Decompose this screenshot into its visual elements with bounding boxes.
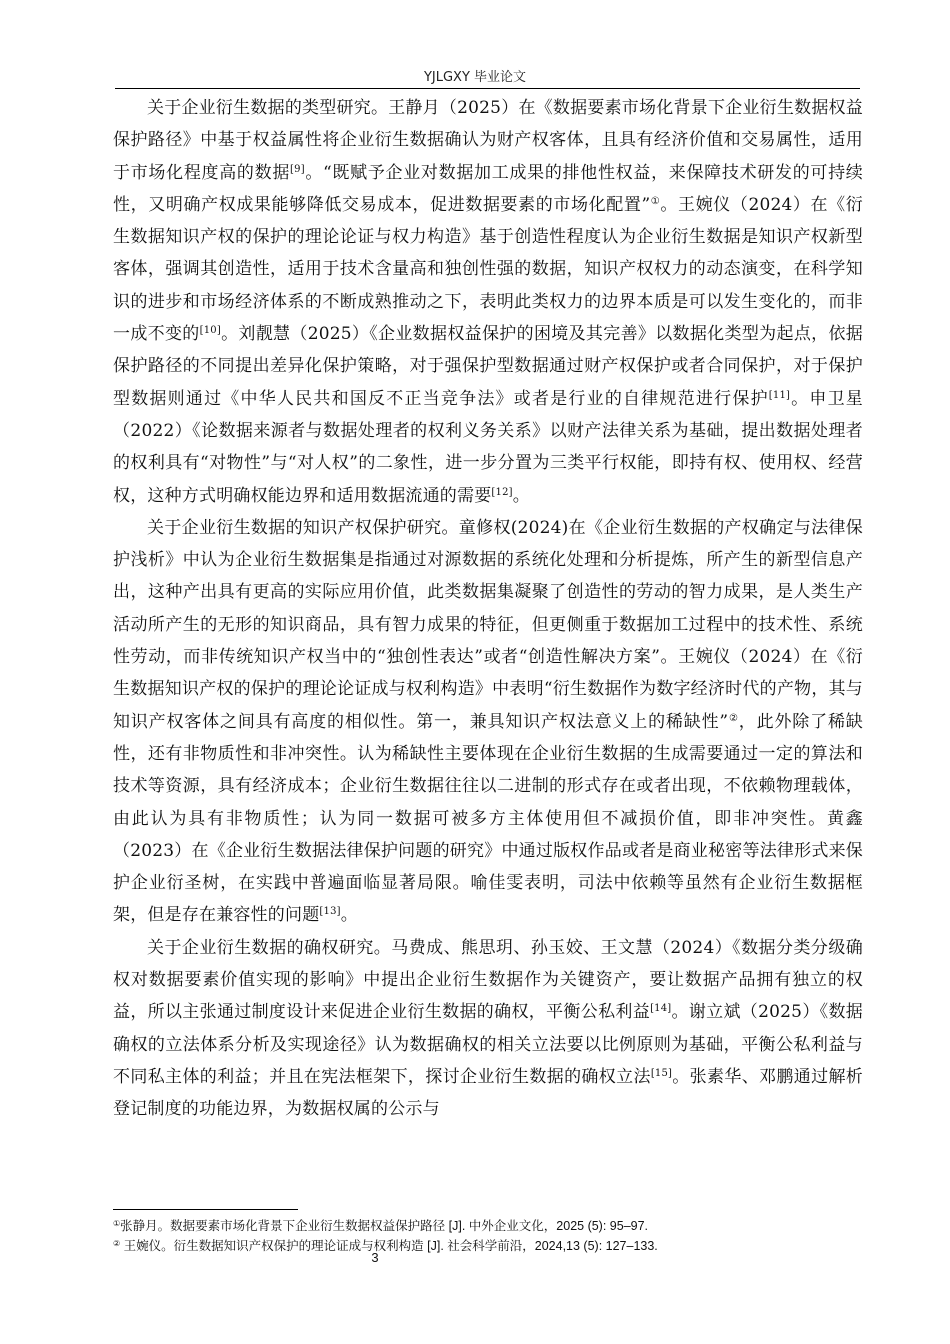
citation-ref: [9] [290,163,305,175]
text-run: 。谢立斌（2025）《数据确权的立法体系分析及实现途径》认为数据确权的相关立法要以比例原则为基础，平衡公私利益与不同私主体的利益；并且在宪法框架下，探讨企业衍生数据的确权立法 [113,1002,863,1087]
footnote-ref: ② [728,712,739,724]
footnote-divider [113,1209,298,1210]
paragraph-rights-research [113,932,863,1126]
footnote-text: 王婉仪。衍生数据知识产权保护的理论证成与权利构造 [J]. 社会科学前沿，2024,13 (5): 127–133. [120,1239,658,1253]
citation-ref: [15] [650,1067,673,1079]
citation-ref: [14] [650,1003,672,1015]
text-run: 。张素华、邓鹏通过解析登记制度的功能边界，为数据权属的公示与 [113,1066,863,1120]
body-text [113,92,863,1126]
footnote-ref: ① [650,195,661,207]
text-run: 关于企业衍生数据的知识产权保护研究。童修权(2024)在《企业衍生数据的产权确定与法律保护浅析》中认为企业衍生数据集是指通过对源数据的系统化处理和分析提炼，所产生的新型信息产出，这种产出具有更高的实际应用价值，此类数据集凝聚了创造性的劳动的智力成果，是人类生产活动所产生的无形的知识商品，具有智力成果的特征，但更侧重于数据加工过程中的技术性、系统性劳动，而非传统知识产权当中的“独创性表达”或者“创造性解决方案”。王婉仪（2024）在《衍生数据知识产权的保护的理论论证成与权利构造》中表明“衍生数据作为数字经济时代的产物，其与知识产权客体之间具有高度的相似性。第一，兼具知识产权法意义上的稀缺性” [113,517,863,732]
text-run: 关于企业衍生数据的确权研究。马费成、熊思玥、孙玉姣、王文慧（2024）《数据分类分级确权对数据要素价值实现的影响》中提出企业衍生数据作为关键资产，要让数据产品拥有独立的权益，所以主张通过制度设计来促进企业衍生数据的确权，平衡公私利益 [113,937,863,1023]
footnote-mark: ② [113,1239,121,1248]
footnotes [113,1215,873,1255]
footnote-text: 张静月。数据要素市场化背景下企业衍生数据权益保护路径 [J]. 中外企业文化，2025 (5): 95–97. [120,1219,649,1233]
text-run: 。“既赋予企业对数据加工成果的排他性权益，来保障技术研发的可持续性，又明确产权成果能够降低交易成本，促进数据要素的市场化配置” [113,162,864,215]
text-run: 。王婉仪（2024）在《衍生数据知识产权的保护的理论论证与权力构造》基于创造性程度认为企业衍生数据是知识产权新型客体，强调其创造性，适用于技术含量高和独创性强的数据，知识产权权力的动态演变，在科学知识的进步和市场经济体系的不断成熟推动之下，表明此类权力的边界本质是可以发生变化的，而非一成不变的 [113,194,863,345]
text-run: 。申卫星（2022）《论数据来源者与数据处理者的权利义务关系》以财产法律关系为基础，提出数据处理者的权利具有“对物性”与“对人权”的二象性，进一步分置为三类平行权能，即持有权、使用权、经营权，这种方式明确权能边界和适用数据流通的需要 [113,388,863,506]
page-header: YJLGXY 毕业论文 [423,70,527,85]
text-run: 。 [340,905,358,926]
citation-ref: [12] [491,486,513,498]
citation-ref: [10] [199,325,221,337]
text-run: 。刘靓慧（2025）《企业数据权益保护的困境及其完善》以数据化类型为起点，依据保护路径的不同提出差异化保护策略，对于强保护型数据通过财产权保护或者合同保护，对于保护型数据则通过《中华人民共和国反不正当竞争法》或者是行业的自律规范进行保护 [113,324,864,409]
paragraph-type-research [113,92,863,512]
text-run: 。 [512,485,530,506]
text-run: ，此外除了稀缺性，还有非物质性和非冲突性。认为稀缺性主要体现在企业衍生数据的生成需要通过一定的算法和技术等资源，具有经济成本；企业衍生数据往往以二进制的形式存在或者出现，不依赖物理载体，由此认为具有非物质性；认为同一数据可被多方主体使用但不减损价值，即非冲突性。黄鑫（2023）在《企业衍生数据法律保护问题的研究》中通过版权作品或者是商业秘密等法律形式来保护企业衍圣树，在实践中普遍面临显著局限。喻佳雯表明，司法中依赖等虽然有企业衍生数据框架，但是存在兼容性的问题 [113,711,863,926]
page-number: 3 [371,1250,379,1265]
footnote-1 [113,1215,873,1235]
footnote-mark: ① [113,1219,121,1228]
paragraph-ip-research [113,512,863,932]
header-divider [115,88,860,89]
citation-ref: [13] [319,906,341,918]
citation-ref: [11] [768,389,791,401]
text-run: 关于企业衍生数据的类型研究。王静月（2025）在《数据要素市场化背景下企业衍生数据权益保护路径》中基于权益属性将企业衍生数据确认为财产权客体，且具有经济价值和交易属性，适用于市场化程度高的数据 [113,98,863,183]
